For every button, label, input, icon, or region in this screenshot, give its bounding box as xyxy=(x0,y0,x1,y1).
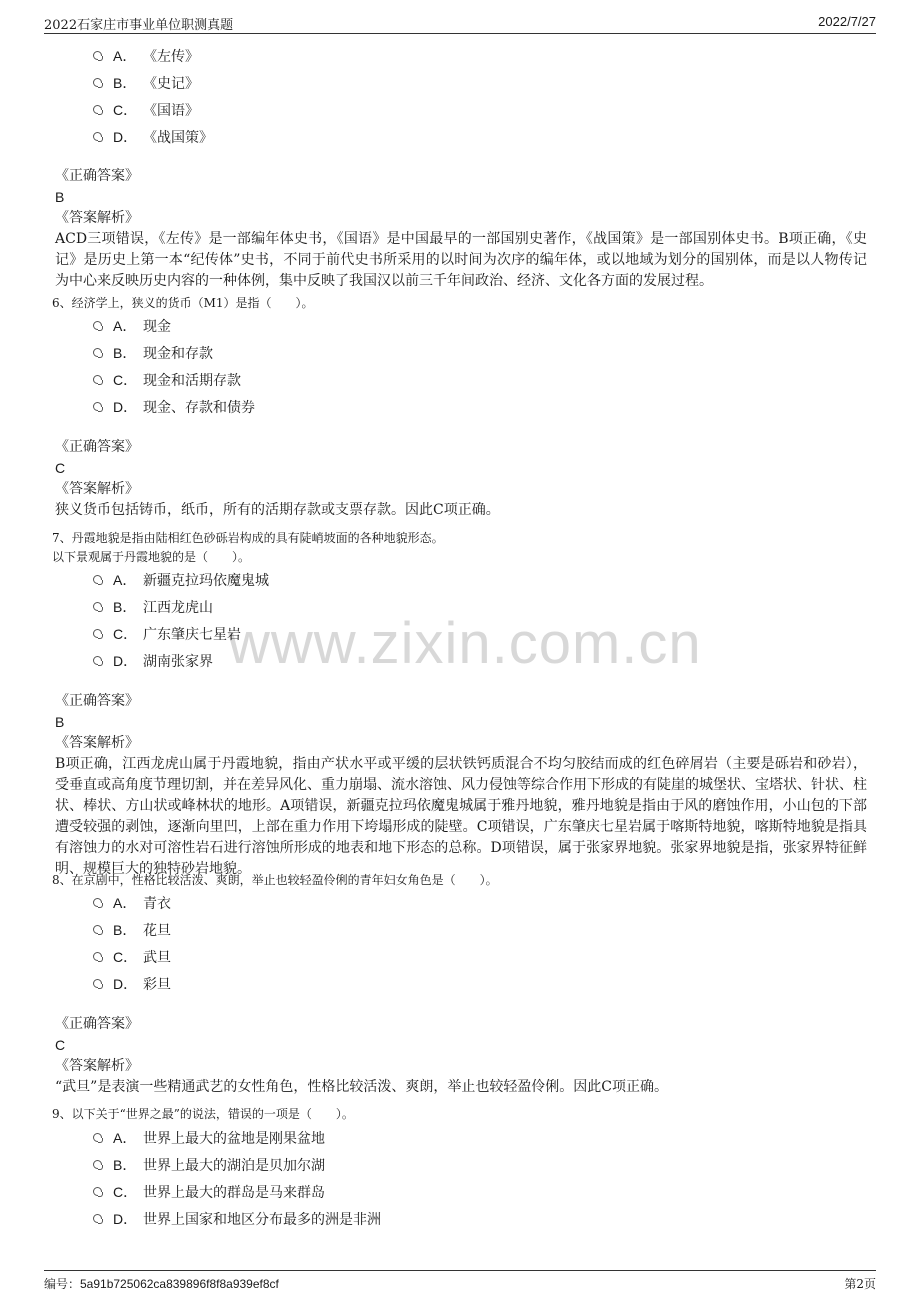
analysis-label: 《答案解析》 xyxy=(55,735,139,751)
q7-answer-block xyxy=(55,691,867,880)
q9-question: 9、以下关于“世界之最”的说法，错误的一项是（ ）。 xyxy=(52,1107,354,1121)
radio-icon[interactable] xyxy=(93,1133,102,1142)
watermark: www.zixin.com.cn xyxy=(228,611,702,676)
analysis-label: 《答案解析》 xyxy=(55,1058,139,1074)
radio-icon[interactable] xyxy=(93,1160,102,1169)
q5-answer-block xyxy=(55,166,867,292)
page-header xyxy=(44,13,876,34)
q8-question: 8、在京剧中，性格比较活泼、爽朗，举止也较轻盈伶俐的青年妇女角色是（ ）。 xyxy=(52,873,498,887)
radio-icon[interactable] xyxy=(93,952,102,961)
q7-answer: B xyxy=(55,714,65,730)
radio-icon[interactable] xyxy=(93,78,102,87)
page-number: 第2页 xyxy=(844,1277,876,1291)
radio-icon[interactable] xyxy=(93,629,102,638)
radio-icon[interactable] xyxy=(93,348,102,357)
radio-icon[interactable] xyxy=(93,402,102,411)
radio-icon[interactable] xyxy=(93,375,102,384)
analysis-label: 《答案解析》 xyxy=(55,481,139,497)
answer-label: 《正确答案》 xyxy=(55,693,139,709)
radio-icon[interactable] xyxy=(93,602,102,611)
radio-icon[interactable] xyxy=(93,898,102,907)
radio-icon[interactable] xyxy=(93,105,102,114)
q5-analysis: ACD三项错误，《左传》是一部编年体史书，《国语》是中国最早的一部国别史著作，《战国策》是一部国别体史书。B项正确，《史记》是历史上第一本“纪传体”史书，不同于前代史书所采用的以时间为次序的编年体，或以地域为划分的国别体，而是以人物传记为中心来反映历史内容的一种体例，集中反映了我国汉以前三千年间政治、经济、文化各方面的发展过程。 xyxy=(55,231,867,289)
document-code: 编号：5a91b725062ca839896f8f8a939ef8cf xyxy=(44,1277,279,1291)
q6-question: 6、经济学上，狭义的货币（M1）是指（ ）。 xyxy=(52,296,314,310)
q6-answer-block xyxy=(55,437,867,521)
q7-question-line2: 以下景观属于丹霞地貌的是（ ）。 xyxy=(52,550,251,564)
q8-answer: C xyxy=(55,1037,66,1053)
answer-label: 《正确答案》 xyxy=(55,439,139,455)
document-date: 2022/7/27 xyxy=(818,14,876,29)
radio-icon[interactable] xyxy=(93,925,102,934)
radio-icon[interactable] xyxy=(93,1187,102,1196)
q8-answer-block xyxy=(55,1014,867,1098)
document-title: 2022石家庄市事业单位职测真题 xyxy=(44,18,234,33)
analysis-label: 《答案解析》 xyxy=(55,210,139,226)
q7-question: 7、丹霞地貌是指由陆相红色砂砾岩构成的具有陡峭坡面的各种地貌形态。 xyxy=(52,531,444,545)
radio-icon[interactable] xyxy=(93,656,102,665)
radio-icon[interactable] xyxy=(93,575,102,584)
radio-icon[interactable] xyxy=(93,132,102,141)
q6-analysis: 狭义货币包括铸币，纸币，所有的活期存款或支票存款。因此C项正确。 xyxy=(55,502,500,518)
answer-label: 《正确答案》 xyxy=(55,168,139,184)
page-footer xyxy=(44,1270,876,1293)
answer-label: 《正确答案》 xyxy=(55,1016,139,1032)
radio-icon[interactable] xyxy=(93,979,102,988)
radio-icon[interactable] xyxy=(93,51,102,60)
q7-analysis: B项正确，江西龙虎山属于丹霞地貌，指由产状水平或平缓的层状铁钙质混合不均匀胶结而成的红色碎屑岩（主要是砾岩和砂岩），受垂直或高角度节理切割，并在差异风化、重力崩塌、流水溶蚀、风力侵蚀等综合作用下形成的有陡崖的城堡状、宝塔状、针状、柱状、棒状、方山状或峰林状的地形。A项错误，新疆克拉玛依魔鬼城属于雅丹地貌，雅丹地貌是指由于风的磨蚀作用，小山包的下部遭受较强的剥蚀，逐渐向里凹，上部在重力作用下垮塌形成的陡壁。C项错误，广东肇庆七星岩属于喀斯特地貌，喀斯特地貌是指具有溶蚀力的水对可溶性岩石进行溶蚀所形成的地表和地下形态的总称。D项错误，属于张家界地貌。张家界地貌是指，张家界特征鲜明、规模巨大的独特砂岩地貌。 xyxy=(55,756,867,877)
q6-answer: C xyxy=(55,460,66,476)
q5-answer: B xyxy=(55,189,65,205)
radio-icon[interactable] xyxy=(93,321,102,330)
radio-icon[interactable] xyxy=(93,1214,102,1223)
q8-analysis: “武旦”是表演一些精通武艺的女性角色，性格比较活泼、爽朗，举止也较轻盈伶俐。因此C项正确。 xyxy=(55,1079,669,1095)
